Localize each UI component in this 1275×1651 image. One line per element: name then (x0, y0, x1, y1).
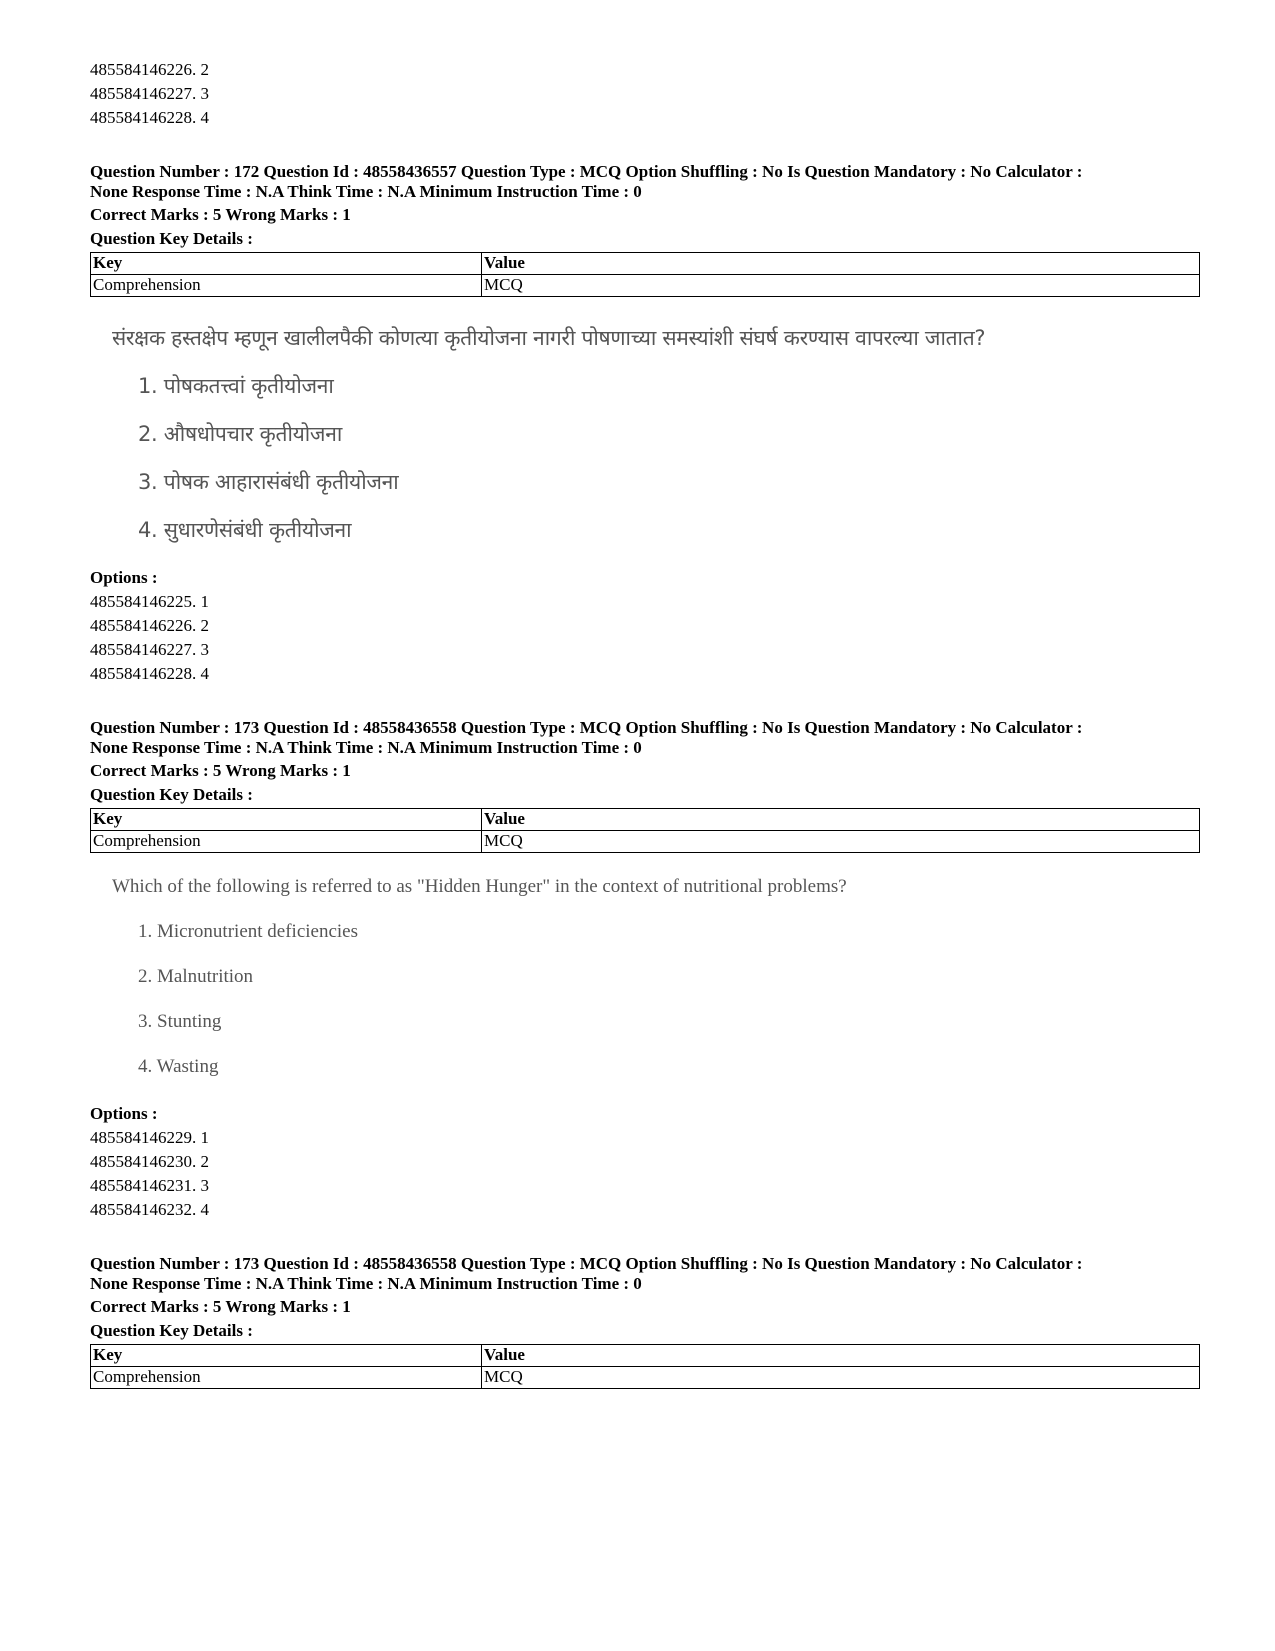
question-text: संरक्षक हस्तक्षेप म्हणून खालीलपैकी कोणत्या कृतीयोजना नागरी पोषणाच्या समस्यांशी संघर्ष करण्यास वापरल्या जातात? (112, 326, 986, 350)
key-details-label: Question Key Details : (90, 785, 253, 804)
option-line: 485584146231. 3 (90, 1176, 209, 1195)
option-line: 485584146230. 2 (90, 1152, 209, 1171)
table-cell-key: Comprehension (91, 275, 482, 297)
table-header-value: Value (482, 253, 1200, 275)
option-line: 485584146228. 4 (90, 664, 209, 683)
option-line: 485584146232. 4 (90, 1200, 209, 1219)
table-cell-value: MCQ (482, 831, 1200, 853)
choice-item: 1. पोषकतत्त्वां कृतीयोजना (138, 374, 334, 398)
table-cell-value: MCQ (482, 1367, 1200, 1389)
question-key-table (90, 252, 1200, 297)
question-image (112, 876, 912, 1086)
choice-item: 3. पोषक आहारासंबंधी कृतीयोजना (138, 470, 399, 494)
choice-item: 2. Malnutrition (138, 966, 254, 987)
table-header-value: Value (482, 809, 1200, 831)
key-details-label: Question Key Details : (90, 1321, 253, 1340)
question-image (112, 324, 1012, 554)
table-header-value: Value (482, 1345, 1200, 1367)
table-header-key: Key (91, 1345, 482, 1367)
table-cell-key: Comprehension (91, 1367, 482, 1389)
key-details-label: Question Key Details : (90, 229, 253, 248)
marks-line: Correct Marks : 5 Wrong Marks : 1 (90, 1297, 351, 1316)
option-line: 485584146227. 3 (90, 640, 209, 659)
table-header-key: Key (91, 809, 482, 831)
question-key-table (90, 1344, 1200, 1389)
option-line: 485584146226. 2 (90, 616, 209, 635)
table-header-key: Key (91, 253, 482, 275)
choice-item: 2. औषधोपचार कृतीयोजना (138, 422, 342, 446)
choice-item: 1. Micronutrient deficiencies (138, 921, 359, 942)
choice-item: 4. Wasting (138, 1056, 219, 1077)
question-key-table (90, 808, 1200, 853)
choice-item: 3. Stunting (138, 1011, 222, 1032)
question-meta: Question Number : 172 Question Id : 48558436557 Question Type : MCQ Option Shuffling : No Is Question Mandatory : No Calculator : None Response Time : N.A Think Time : N.A Minimum Instruction Time : 0 (90, 162, 1083, 201)
option-line: 485584146229. 1 (90, 1128, 209, 1147)
question-meta: Question Number : 173 Question Id : 48558436558 Question Type : MCQ Option Shuffling : No Is Question Mandatory : No Calculator : None Response Time : N.A Think Time : N.A Minimum Instruction Time : 0 (90, 1254, 1083, 1293)
question-meta: Question Number : 173 Question Id : 48558436558 Question Type : MCQ Option Shuffling : No Is Question Mandatory : No Calculator : None Response Time : N.A Think Time : N.A Minimum Instruction Time : 0 (90, 718, 1083, 757)
options-label: Options : (90, 1104, 158, 1123)
table-cell-value: MCQ (482, 275, 1200, 297)
marks-line: Correct Marks : 5 Wrong Marks : 1 (90, 761, 351, 780)
option-line: 485584146225. 1 (90, 592, 209, 611)
marks-line: Correct Marks : 5 Wrong Marks : 1 (90, 205, 351, 224)
table-cell-key: Comprehension (91, 831, 482, 853)
option-line: 485584146226. 2 (90, 60, 209, 79)
options-label: Options : (90, 568, 158, 587)
choice-item: 4. सुधारणेसंबंधी कृतीयोजना (138, 518, 352, 542)
option-line: 485584146228. 4 (90, 108, 209, 127)
question-text: Which of the following is referred to as "Hidden Hunger" in the context of nutritional problems? (112, 876, 847, 897)
option-line: 485584146227. 3 (90, 84, 209, 103)
